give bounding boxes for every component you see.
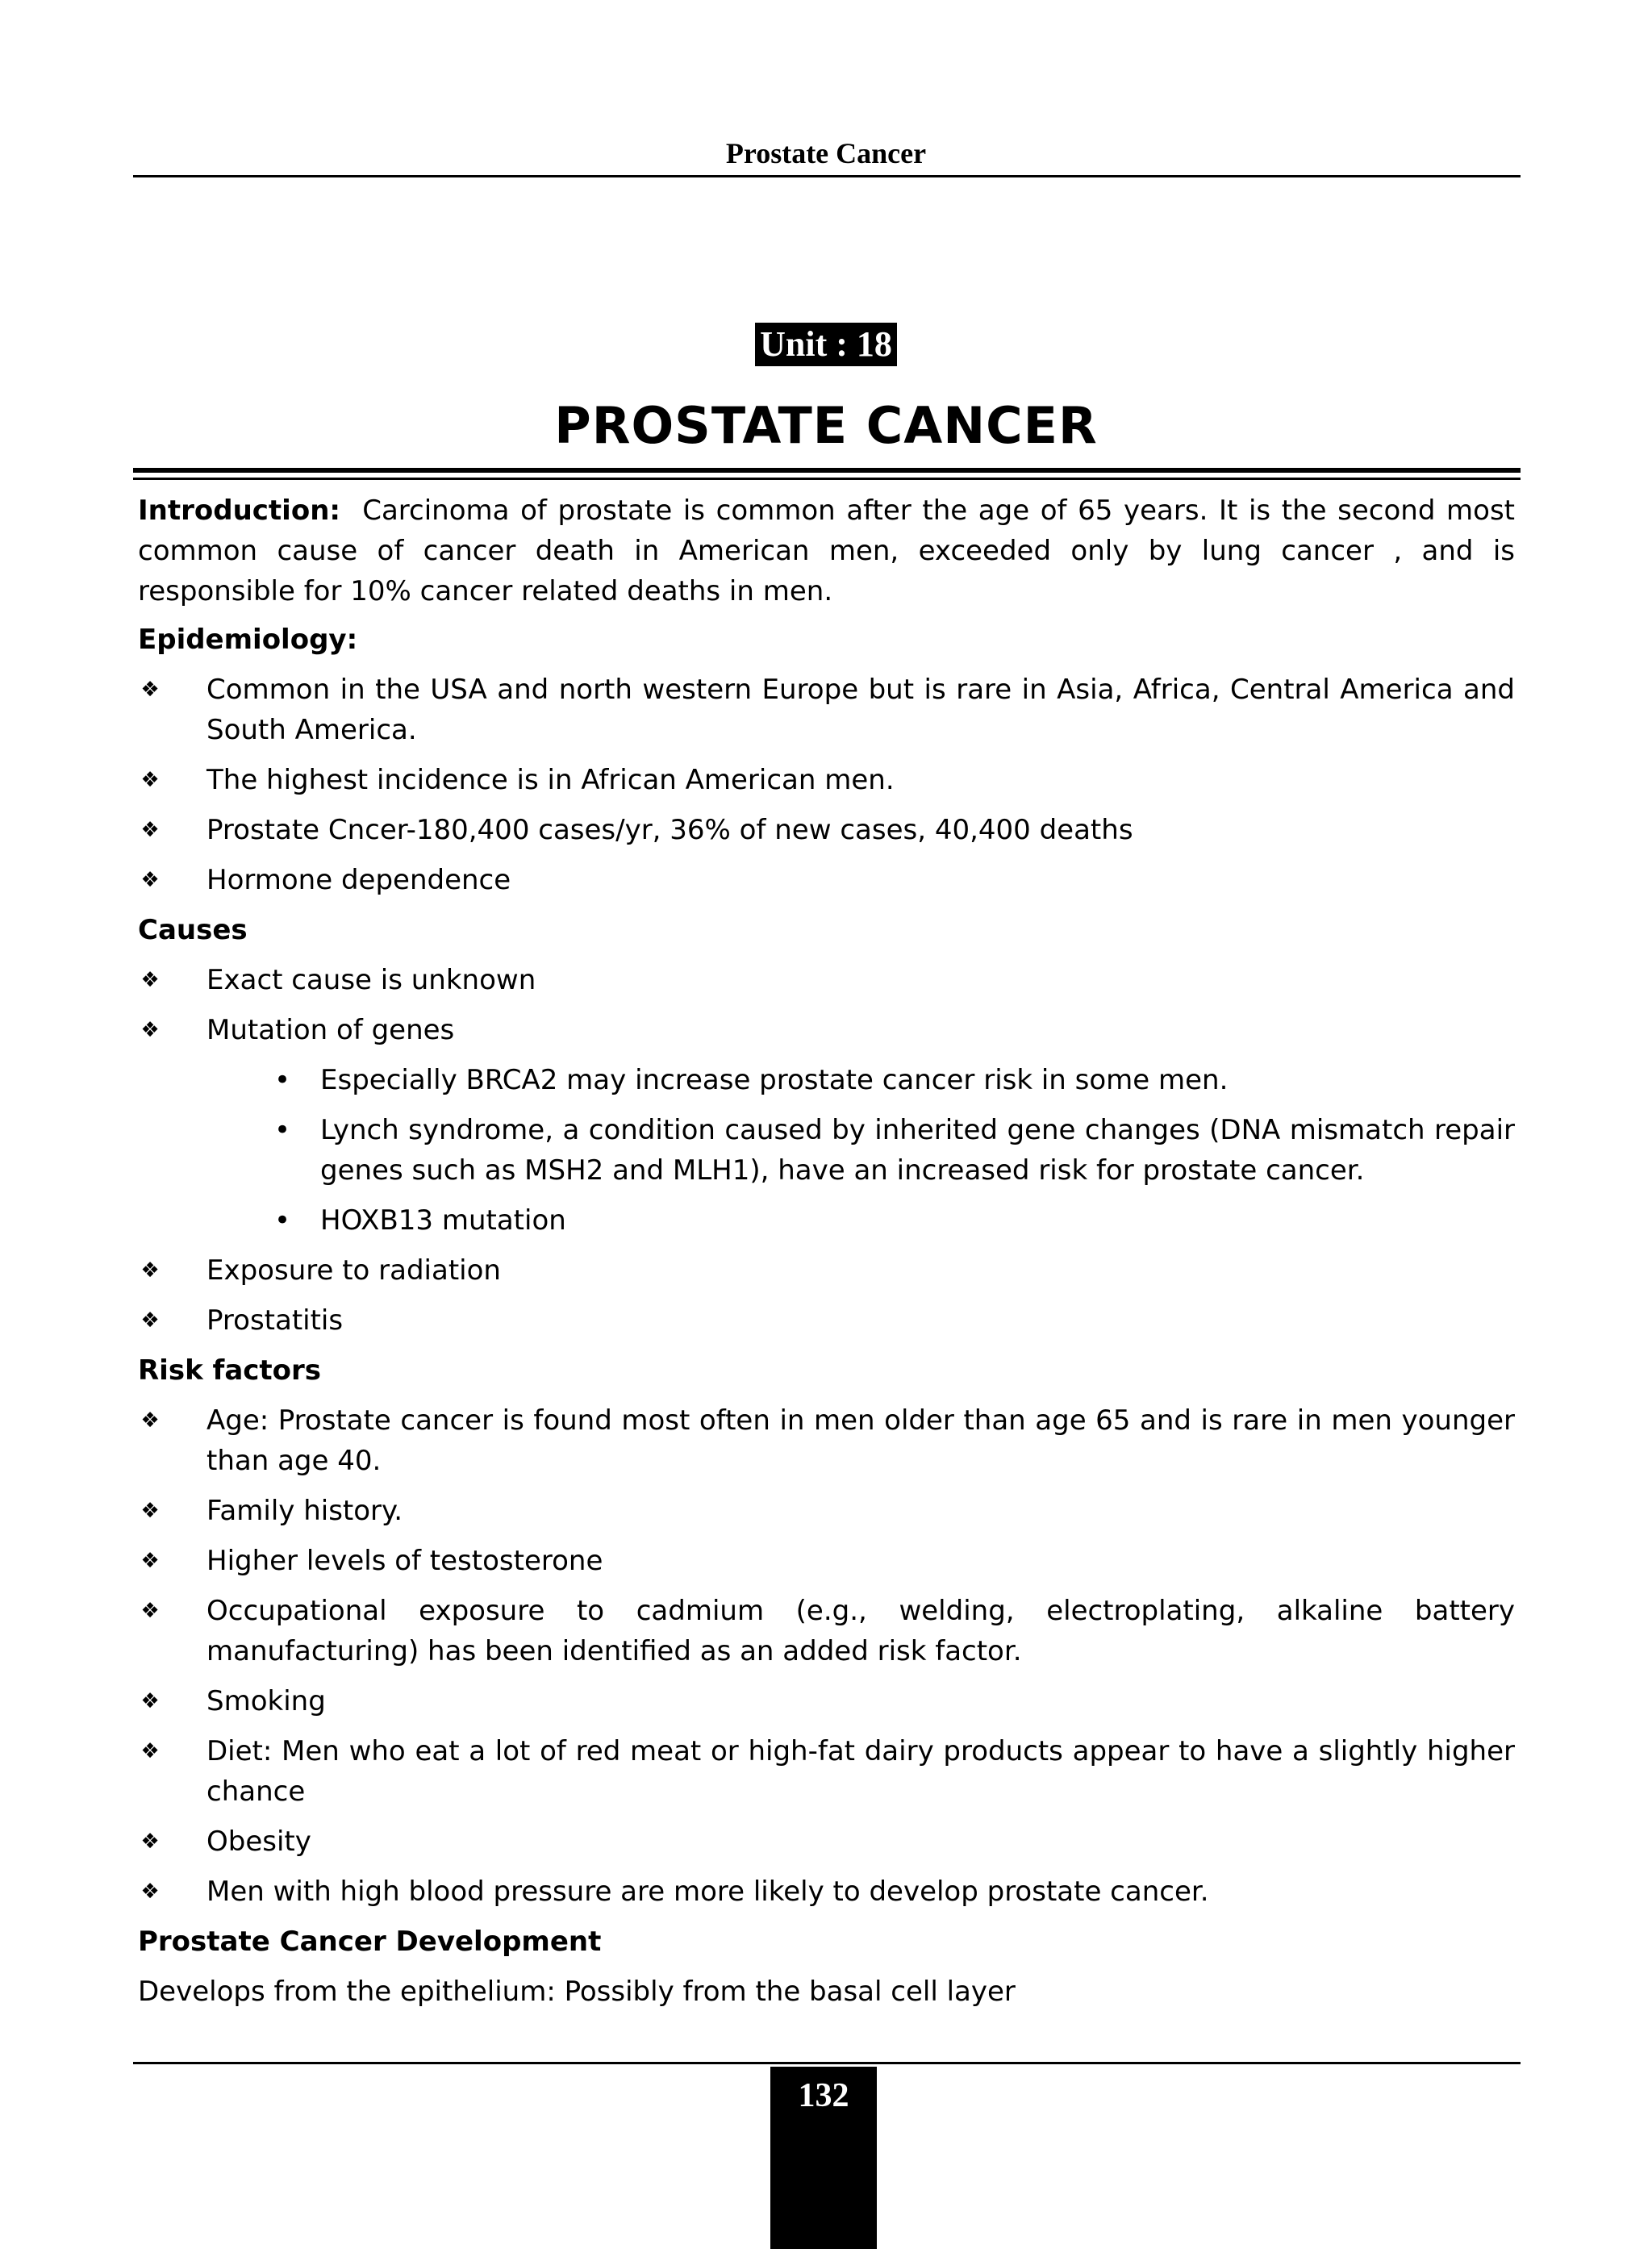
page-number-block xyxy=(770,2067,877,2249)
diamond-bullet-icon: ❖ xyxy=(140,678,160,702)
causes-heading: Causes xyxy=(138,914,248,946)
diamond-bullet-icon: ❖ xyxy=(140,818,160,842)
list-item: ❖ Higher levels of testosterone xyxy=(138,1541,1515,1581)
risk-factors-list xyxy=(138,1400,1515,1912)
unit-badge-wrap xyxy=(0,323,1652,366)
list-item: ❖ Prostate Cncer-180,400 cases/yr, 36% of new cases, 40,400 deaths xyxy=(138,810,1515,850)
list-item: ❖ Exposure to radiation xyxy=(138,1250,1515,1291)
diamond-bullet-icon: ❖ xyxy=(140,1308,160,1333)
diamond-bullet-icon: ❖ xyxy=(140,968,160,992)
list-item: ❖ Common in the USA and north western Europe but is rare in Asia, Africa, Central America and South America. xyxy=(138,670,1515,750)
diamond-bullet-icon: ❖ xyxy=(140,1258,160,1283)
list-item: ❖ Exact cause is unknown xyxy=(138,960,1515,1000)
unit-badge: Unit : 18 xyxy=(755,323,897,366)
diamond-bullet-icon: ❖ xyxy=(140,1018,160,1042)
page-number: 132 xyxy=(798,2077,849,2114)
list-item: ❖ Prostatitis xyxy=(138,1300,1515,1341)
development-heading: Prostate Cancer Development xyxy=(138,1926,602,1958)
sublist-item: • HOXB13 mutation xyxy=(206,1200,1515,1241)
risk-factors-heading: Risk factors xyxy=(138,1354,322,1387)
diamond-bullet-icon: ❖ xyxy=(140,868,160,892)
list-item: ❖ Obesity xyxy=(138,1821,1515,1862)
diamond-bullet-icon: ❖ xyxy=(140,768,160,792)
diamond-bullet-icon: ❖ xyxy=(140,1739,160,1763)
list-item: ❖ Mutation of genes • Especially BRCA2 may increase prostate cancer risk in some men. • Lynch syndrome, a condition caused by inherited gene changes (DNA mismatch repair genes such as MSH2 and MLH1), have an increased risk for prostate cancer. • HOXB13 mutation xyxy=(138,1010,1515,1241)
list-item: ❖ Age: Prostate cancer is found most often in men older than age 65 and is rare in men younger than age 40. xyxy=(138,1400,1515,1481)
diamond-bullet-icon: ❖ xyxy=(140,1880,160,1904)
sublist-item: • Especially BRCA2 may increase prostate cancer risk in some men. xyxy=(206,1060,1515,1100)
list-item: ❖ Family history. xyxy=(138,1491,1515,1531)
list-item: ❖ Occupational exposure to cadmium (e.g., welding, electroplating, alkaline battery manufacturing) has been identified as an added risk factor. xyxy=(138,1591,1515,1671)
diamond-bullet-icon: ❖ xyxy=(140,1499,160,1523)
list-item: ❖ Smoking xyxy=(138,1681,1515,1721)
gene-mutation-sublist xyxy=(206,1060,1515,1241)
introduction-paragraph xyxy=(138,490,1515,611)
dot-bullet-icon: • xyxy=(274,1204,291,1237)
diamond-bullet-icon: ❖ xyxy=(140,1599,160,1623)
sublist-item: • Lynch syndrome, a condition caused by inherited gene changes (DNA mismatch repair genes such as MSH2 and MLH1), have an increased risk for prostate cancer. xyxy=(206,1110,1515,1191)
dot-bullet-icon: • xyxy=(274,1114,291,1146)
diamond-bullet-icon: ❖ xyxy=(140,1689,160,1713)
epidemiology-heading: Epidemiology: xyxy=(138,624,358,656)
list-item: ❖ Diet: Men who eat a lot of red meat or high-fat dairy products appear to have a slightly higher chance xyxy=(138,1731,1515,1812)
introduction-label: Introduction: xyxy=(138,494,340,527)
page-body xyxy=(138,490,1515,2012)
chapter-title: PROSTATE CANCER xyxy=(554,396,1098,455)
title-rule-thin xyxy=(133,478,1521,480)
running-header: Prostate Cancer xyxy=(725,137,927,169)
title-rule-thick xyxy=(133,468,1521,473)
diamond-bullet-icon: ❖ xyxy=(140,1549,160,1573)
list-item: ❖ Hormone dependence xyxy=(138,860,1515,900)
introduction-text: Carcinoma of prostate is common after the age of 65 years. It is the second most common cause of cancer death in American men, exceeded only by lung cancer , and is responsible for 10% cancer related deaths in men. xyxy=(138,494,1515,607)
epidemiology-list xyxy=(138,670,1515,900)
causes-list xyxy=(138,960,1515,1341)
list-item: ❖ The highest incidence is in African American men. xyxy=(138,760,1515,800)
footer-rule xyxy=(133,2062,1521,2064)
diamond-bullet-icon: ❖ xyxy=(140,1408,160,1433)
header-rule xyxy=(133,175,1521,177)
list-item: ❖ Men with high blood pressure are more likely to develop prostate cancer. xyxy=(138,1871,1515,1912)
dot-bullet-icon: • xyxy=(274,1064,291,1096)
development-text: Develops from the epithelium: Possibly from the basal cell layer xyxy=(138,1976,1016,2008)
diamond-bullet-icon: ❖ xyxy=(140,1830,160,1854)
